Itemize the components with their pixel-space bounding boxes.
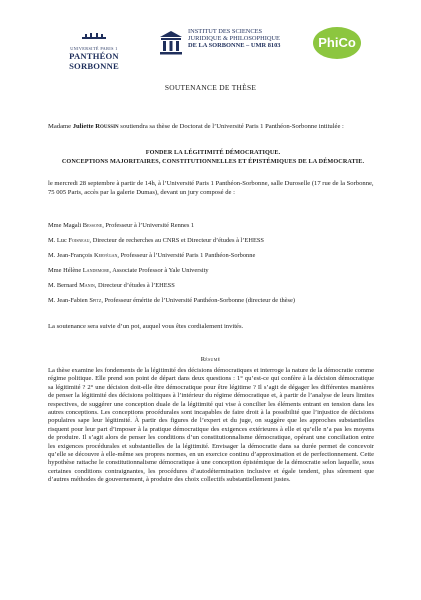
thesis-title-line-2: CONCEPTIONS MAJORITAIRES, CONSTITUTIONNELLES ET ÉPISTÉMIQUES DE LA DÉMOCRATIE. bbox=[61, 157, 365, 165]
jury-member-name: Bessone bbox=[82, 222, 103, 229]
thesis-title bbox=[48, 149, 378, 166]
jury-member bbox=[48, 251, 388, 266]
phico-logo bbox=[312, 26, 362, 60]
jury-member-title: M. Luc bbox=[48, 237, 69, 244]
header-logos bbox=[0, 26, 421, 71]
jury-member-role: , Professeur émérite de l’Université Panthéon-Sorbonne (directeur de thèse) bbox=[101, 297, 295, 304]
jury-member-role: , Directeur d’études à l’EHESS bbox=[94, 282, 175, 289]
candidate-last-name: Roussin bbox=[95, 123, 119, 130]
intro-paragraph bbox=[48, 122, 378, 131]
isjps-line-1: INSTITUT DES SCIENCES bbox=[188, 28, 263, 35]
jury-member-name: Foisneau bbox=[68, 237, 90, 244]
jury-list bbox=[48, 221, 388, 311]
jury-member-name: Landemore bbox=[82, 267, 110, 274]
jury-member-role: , Professeur à l’Université Rennes 1 bbox=[102, 222, 195, 229]
jury-member bbox=[48, 281, 388, 296]
candidate-first-name: Juliette bbox=[72, 123, 94, 130]
jury-member bbox=[48, 236, 388, 251]
jury-member bbox=[48, 221, 388, 236]
jury-member bbox=[48, 296, 388, 311]
jury-member-role: , Associate Professor à Yale University bbox=[109, 267, 209, 274]
abstract-heading: Résumé bbox=[200, 356, 221, 363]
logo-university-line: UNIVERSITÉ PARIS 1 bbox=[70, 46, 118, 51]
jury-member-role: , Directeur de recherches au CNRS et Directeur d’études à l’EHESS bbox=[89, 237, 264, 244]
jury-member-title: Mme Magali bbox=[48, 222, 83, 229]
jury-member bbox=[48, 266, 388, 281]
defense-date-location: le mercredi 28 septembre à partir de 14h, à l’Université Paris 1 Panthéon-Sorbonne, salle Duroselle (17 rue de la Sorbonne, 75 005 Paris, accès par la galerie Dumas), devant un jury composé de : bbox=[48, 180, 374, 196]
intro-suffix: soutiendra sa thèse de Doctorat de l’Université Paris 1 Panthéon-Sorbonne intitulée : bbox=[118, 123, 344, 130]
jury-member-role: , Professeur à l’Université Paris 1 Panthéon-Sorbonne bbox=[117, 252, 256, 259]
reception-note: La soutenance sera suivie d’un pot, auquel vous êtes cordialement invités. bbox=[48, 323, 244, 330]
pantheon-sorbonne-logo bbox=[48, 28, 140, 71]
abstract-body bbox=[48, 367, 374, 485]
crest-icon bbox=[81, 32, 107, 40]
intro-prefix: Madame bbox=[48, 123, 73, 130]
jury-member-name: Spitz bbox=[89, 297, 102, 304]
abstract-text: La thèse examine les fondements de la légitimité des décisions démocratiques et interroge la nature de la démocratie comme régime politique. Elle prend son point de départ dans deux questions : 1° qu’est-ce qui confère à la décision démocratique sa légitimité ? 2° une décision doit-elle être démocratique pour être légitime ? Il s’agit de dégager les différentes manières de penser la légitimité des décisions politiques à l’intérieur du régime démocratique et, à partir de l’analyse de leurs limites respectives, de suggérer une conception duale de la légitimité qui vise à concilier les éléments entrant en tension dans les autres conceptions. Les conceptions procédurales sont incapables de faire droit à la possibilité que l’injustice de décisions populaires sape leur légitimité. À partir des figures de l’expert et du juge, on suggère que les approches substantielles risquent pour leur part d’imposer à la pratique démocratique des exigences extérieures à elle et qu’elle n’a pas les moyens de produire. Il s’agit alors de penser les conditions d’un constitutionnalisme démocratique, opérant une conciliation entre les exigences procédurales et substantielles de la légitimité. Envisager la démocratie dans sa durée permet de concevoir qu’elle se découvre à elle-même ses propres normes, en un exercice continu d’approximation et de perfectionnement. Cette hypothèse rattache le constitutionnalisme démocratique à une conception épistémique de la démocratie selon laquelle, sous certaines conditions contraignantes, les procédures d’autodétermination inclusive et égale tendent, plus sûrement que d’autres méthodes de gouvernement, à produire des choix collectifs substantiellement justes. bbox=[48, 367, 374, 484]
jury-member-title: M. Jean-François bbox=[48, 252, 94, 259]
isjps-line-2: JURIDIQUE & PHILOSOPHIQUE bbox=[188, 35, 280, 42]
isjps-line-3: DE LA SORBONNE – UMR 8103 bbox=[188, 42, 281, 49]
page-title: SOUTENANCE DE THÈSE bbox=[164, 83, 257, 92]
thesis-title-line-1: FONDER LA LÉGITIMITÉ DÉMOCRATIQUE. bbox=[145, 149, 281, 156]
jury-member-title: M. Bernard bbox=[48, 282, 80, 289]
jury-member-title: M. Jean-Fabien bbox=[48, 297, 90, 304]
columns-icon bbox=[158, 30, 184, 56]
isjps-name bbox=[188, 28, 308, 49]
jury-member-title: Mme Hélène bbox=[48, 267, 83, 274]
phico-label: PhiCo bbox=[318, 35, 356, 50]
jury-member-name: Manin bbox=[79, 282, 95, 289]
isjps-logo bbox=[158, 28, 308, 62]
jury-member-name: Kervégan bbox=[93, 252, 118, 259]
logo-pantheon-sorbonne: PANTHÉON SORBONNE bbox=[69, 51, 119, 71]
